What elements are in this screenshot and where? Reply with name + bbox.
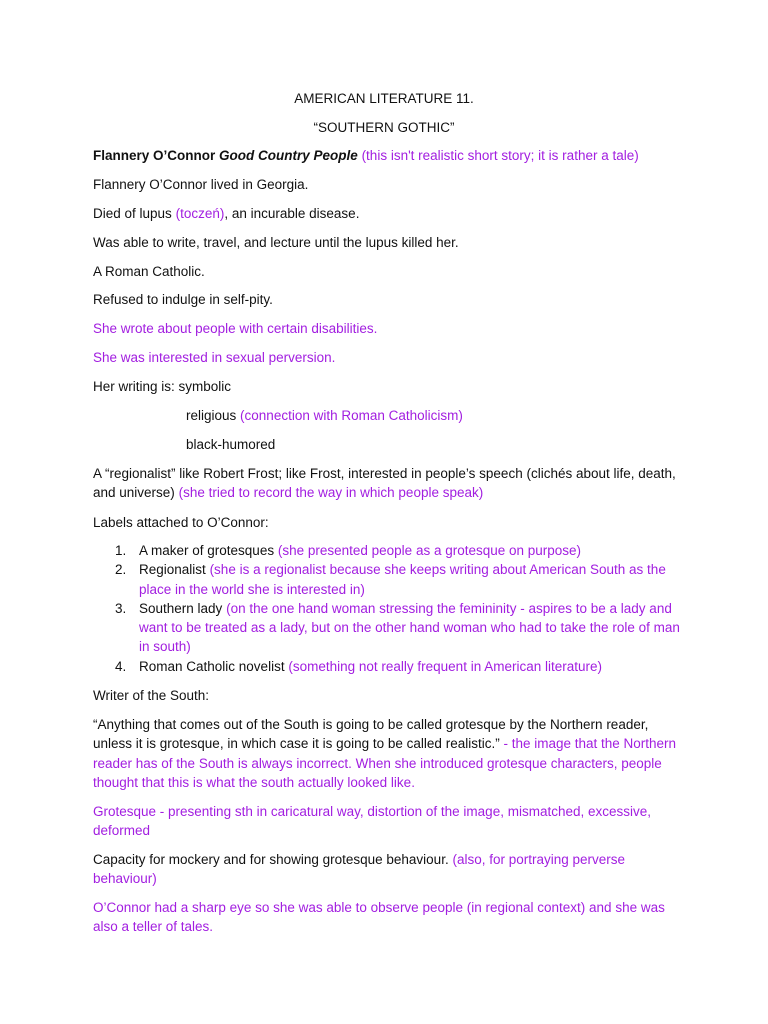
sharp-eye-paragraph: O’Connor had a sharp eye so she was able to observe people (in regional context) and she was also a teller of tales. — [93, 900, 665, 935]
fact-lupus — [93, 204, 359, 223]
author-name: Flannery O’Connor — [93, 148, 216, 163]
labels-heading: Labels attached to O’Connor: — [93, 515, 269, 530]
lupus-text: Died of lupus — [93, 206, 172, 221]
quote-text: “Anything that comes out of the South is going to be called grotesque by the Northern reader, unless it is grotesque, in which case it is going to be called realistic.” — [93, 717, 649, 752]
list-number: 2. — [115, 562, 127, 578]
list-number: 4. — [115, 658, 127, 674]
religious-note: (connection with Roman Catholicism) — [240, 408, 463, 423]
work-title: Good Country People — [219, 148, 358, 163]
fact-catholic: A Roman Catholic. — [93, 264, 205, 279]
list-item-note: (on the one hand woman stressing the femininity - aspires to be a lady and want to be treated as a lady, but on the other hand woman who had to take the role of man in south) — [139, 600, 680, 655]
list-item-note: (she presented people as a grotesque on purpose) — [277, 543, 582, 558]
labels-list — [93, 541, 683, 676]
intro-note: (this isn't realistic short story; it is rather a tale) — [361, 148, 639, 163]
list-item-text: A maker of grotesques — [139, 543, 275, 558]
fact-disabilities: She wrote about people with certain disabilities. — [93, 321, 378, 336]
religious-text: religious — [186, 408, 237, 423]
south-heading: Writer of the South: — [93, 688, 210, 703]
fact-travel: Was able to write, travel, and lecture until the lupus killed her. — [93, 235, 459, 250]
list-item-note: (she is a regionalist because she keeps writing about American South as the place in the world she is interested in) — [139, 562, 666, 597]
mockery-note: (also, for portraying perverse behaviour) — [93, 852, 626, 887]
fact-selfpity: Refused to indulge in self-pity. — [93, 292, 273, 307]
writing-black-humored: black-humored — [186, 437, 276, 452]
list-item — [93, 560, 683, 599]
regionalist-note: (she tried to record the way in which people speak) — [178, 485, 484, 501]
list-item — [93, 657, 683, 676]
list-item-text: Regionalist — [139, 562, 206, 578]
regionalist-text: A “regionalist” like Robert Frost; like Frost, interested in people’s speech (clichés about life, death, and universe) — [93, 466, 676, 501]
list-item-note: (something not really frequent in American literature) — [288, 658, 602, 674]
fact-perversion: She was interested in sexual perversion. — [93, 350, 336, 365]
mockery-text: Capacity for mockery and for showing grotesque behaviour. — [93, 852, 449, 867]
list-number: 3. — [115, 600, 127, 616]
list-item-text: Roman Catholic novelist — [139, 658, 285, 674]
grotesque-definition: Grotesque - presenting sth in caricatural way, distortion of the image, mismatched, excessive, deformed — [93, 804, 652, 839]
list-item — [93, 599, 683, 657]
regionalist-paragraph — [93, 464, 683, 503]
mockery-paragraph — [93, 850, 683, 889]
quote-paragraph — [93, 715, 683, 792]
list-number: 1. — [115, 543, 127, 558]
document-subtitle: “SOUTHERN GOTHIC” — [313, 120, 455, 135]
writing-religious — [186, 406, 463, 425]
writing-lead: Her writing is: symbolic — [93, 379, 232, 394]
list-item-text: Southern lady — [139, 600, 223, 616]
intro-line — [93, 146, 639, 165]
fact-georgia: Flannery O’Connor lived in Georgia. — [93, 177, 309, 192]
lupus-note: (toczeń) — [175, 206, 225, 221]
list-item — [93, 541, 683, 560]
quote-note: - the image that the Northern reader has of the South is always incorrect. When she introduced grotesque characters, people thought that this is what the south actually looked like. — [93, 736, 677, 790]
lupus-text-end: , an incurable disease. — [224, 206, 360, 221]
document-title: AMERICAN LITERATURE 11. — [294, 91, 474, 106]
